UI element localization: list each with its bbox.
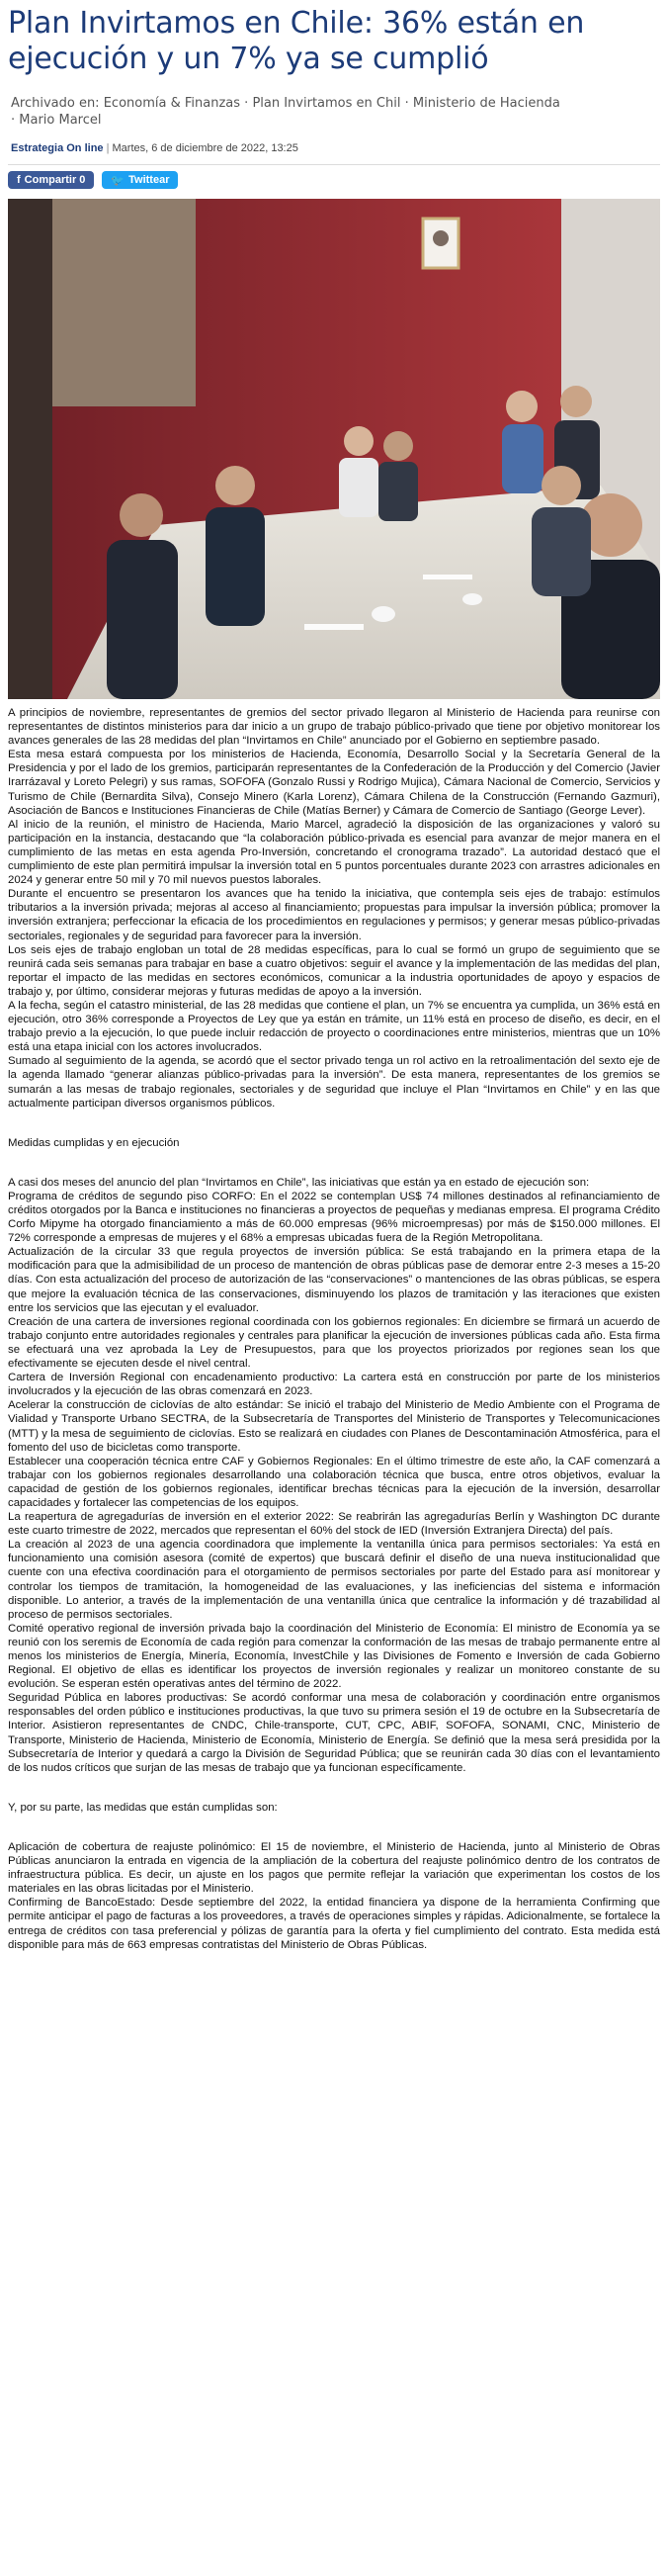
paragraph: Esta mesa estará compuesta por los ministerios de Hacienda, Economía, Desarrollo Social y la Secretaría General de la Presidencia y por el lado de los gremios, participarán representantes de la Confederación de la Producción y del Comercio (Javier Irarrázaval y Loreto Pelegri) y sus ramas, SOFOFA (Gonzalo Russi y Rodrigo Mujica), Cámara Nacional de Comercio, Servicios y Turismo de Chile (Bernardita Silva), Consejo Minero (Karla Lorenz), Cámara Chilena de la Construcción (Fernando Gazmuri), Asociación de Bancos e Instituciones Financieras de Chile (Matías Berner) y Cámara de Comercio de Santiago (George Lever). <box>8 749 660 817</box>
meta-separator: | <box>106 142 113 154</box>
measure-item: Establecer una cooperación técnica entre CAF y Gobiernos Regionales: En el último trimestre de este año, la CAF comenzará a trabajar con los gobiernos regionales desarrollando una colaboración técnica que busca, entre otros objetivos, evaluar la capacidad de gestión de los gobiernos regionales, identificar brechas técnicas para la ejecución de la inversión, desarrollar capacidades y fortalecer las competencias de los equipos. <box>8 1455 660 1509</box>
measure-item: La creación al 2023 de una agencia coordinadora que implemente la ventanilla única para permisos sectoriales: Ya está en funcionamiento una comisión asesora (comité de expertos) que buscará definir el diseño de una nueva institucionalidad que cuente con una efectiva coordinación para el otorgamiento de permisos sectoriales por parte del Estado para así monitorear y controlar los tiempos de tramitación, la homogeneidad de las evaluaciones, y las ineficiencias del sistema e información disponible. Lo anterior, a través de la implementación de una ventanilla única que centralice la información y dé trazabilidad al proceso de permisos sectoriales. <box>8 1539 660 1621</box>
category-link[interactable]: Mario Marcel <box>19 113 102 128</box>
archive-categories: Archivado en: Economía & Finanzas · Plan Invirtamos en Chil · Ministerio de Hacienda · Mario Marcel <box>11 96 560 128</box>
share-bar <box>8 171 660 191</box>
fulfilled-item: Aplicación de cobertura de reajuste polinómico: El 15 de noviembre, el Ministerio de Hacienda, junto al Ministerio de Obras Públicas anunciaron la entrada en vigencia de la ampliación de la cobertura del reajuste polinómico dentro de los contratos de infraestructura pública. Es decir, un ajuste en los pagos que permite reflejar la variación que experimentan los costos de los materiales en las obras licitadas por el Ministerio. <box>8 1840 660 1896</box>
twitter-icon: 🐦 <box>111 174 125 187</box>
paragraph: Durante el encuentro se presentaron los avances que ha tenido la iniciativa, que contempla seis ejes de trabajo: estímulos tributarios a la inversión privada; mejoras al acceso al financiamiento; propuestas para impulsar la inversión pública; promover la inversión extranjera; perfeccionar la eficacia de los procedimientos en regulaciones y permisos; y generar mesas público-privadas sectoriales, regionales y de seguridad para favorecer para la inversión. <box>8 888 660 942</box>
section-heading: Medidas cumplidas y en ejecución <box>8 1136 180 1149</box>
paragraph: Al inicio de la reunión, el ministro de Hacienda, Mario Marcel, agradeció la disposición de las organizaciones y valoró su participación en la instancia, destacando que “la colaboración público-privada es esencial para avanzar de mejor manera en el cumplimiento de las metas en esta agenda Pro-Inversión, concretando el cronograma trazado”. La autoridad destacó que el cumplimiento de este plan permitirá impulsar la inversión total en 5 puntos porcentuales durante 2023 con arrastres adicionales en 2024 y generar entre 50 mil y 70 mil nuevos puestos laborales. <box>8 818 660 887</box>
divider <box>8 164 660 165</box>
facebook-share-button[interactable] <box>8 171 94 189</box>
facebook-share-label: Compartir 0 <box>24 174 86 186</box>
measure-item: La reapertura de agregadurías de inversión en el exterior 2022: Se reabrirán las agregadurías Berlín y Washington DC durante este cuarto trimestre de 2022, mercados que representan el 60% del stock de IED (Inversión Extranjera Directa) del país. <box>8 1511 660 1538</box>
paragraph: Sumado al seguimiento de la agenda, se acordó que el sector privado tenga un rol activo en la retroalimentación del sexto eje de la agenda llamado “generar alianzas público-privadas para la inversión”. De esta manera, representantes de los gremios se sumarán a las mesas de trabajo regionales, sectoriales y de seguridad que incluye el Plan “Invirtamos en Chile” y en las que actualmente participan diversos organismos públicos. <box>8 1055 660 1110</box>
article <box>8 0 660 1952</box>
twitter-share-button[interactable] <box>102 171 178 189</box>
category-link[interactable]: Plan Invirtamos en Chil <box>252 96 401 111</box>
category-link[interactable]: Ministerio de Hacienda <box>412 96 560 111</box>
archive-label: Archivado en: <box>11 96 100 111</box>
measure-item: Acelerar la construcción de ciclovías de alto estándar: Se inició el trabajo del Ministerio de Medio Ambiente con el Programa de Vialidad y Transporte Urbano SECTRA, de la Subsecretaría de Transportes del Ministerio de Transportes y Telecomunicaciones (MTT) y la mesa de seguimiento de ciclovías. Esto se realizará en ciudades con Planes de Descontaminación Atmosférica, para el fomento del uso de bicicletas como transporte. <box>8 1399 660 1454</box>
article-date: Martes, 6 de diciembre de 2022, 13:25 <box>112 142 298 154</box>
fulfilled-intro: Y, por su parte, las medidas que están cumplidas son: <box>8 1801 278 1814</box>
article-title: Plan Invirtamos en Chile: 36% están en ejecución y un 7% ya se cumplió <box>8 6 585 76</box>
meeting-photo <box>8 199 660 699</box>
measure-item: Cartera de Inversión Regional con encadenamiento productivo: La cartera está en construcción por parte de los ministerios involucrados y la ejecución de las obras comenzará en 2023. <box>8 1372 660 1398</box>
fulfilled-item: Confirming de BancoEstado: Desde septiembre del 2022, la entidad financiera ya dispone de la herramienta Confirming que permite anticipar el pago de facturas a los proveedores, a través de operaciones simples y rápidas. Adicionalmente, se fortalece la entrega de créditos con tasa preferencial y pólizas de garantía para la oferta y fiel cumplimiento del contrato. Esta medida está disponible para más de 663 empresas contratistas del Ministerio de Obras Públicas. <box>8 1897 660 1951</box>
paragraph: A principios de noviembre, representantes de gremios del sector privado llegaron al Ministerio de Hacienda para reunirse con representantes de distintos ministerios para dar inicio a un grupo de trabajo público-privado que tiene por objetivo monitorear los avances generales de las 28 medidas del plan “Invirtamos en Chile” anunciado por el Gobierno en septiembre pasado. <box>8 707 660 748</box>
article-meta <box>8 142 660 154</box>
facebook-icon: f <box>17 174 21 186</box>
paragraph: Los seis ejes de trabajo engloban un total de 28 medidas específicas, para lo cual se formó un grupo de seguimiento que se reunirá cada seis semanas para trabajar en base a cuatro objetivos: seguir el avance y la implementación de las medidas del plan, reportar el impacto de las medidas en sectores económicos, comunicar a la industria oportunidades de apoyo y espacios de trabajo y, por último, considerar mejoras y futuras medidas de apoyo a la inversión. <box>8 943 660 998</box>
measure-item: Comité operativo regional de inversión privada bajo la coordinación del Ministerio de Economía: El ministro de Economía ya se reunió con los seremis de Economía de cada región para comenzar la conformación de las mesas de trabajo permanente entre al menos los ministerios de Energía, Minería, Economía, InvestChile y las Divisiones de Fomento e Inversión de cada Gobierno Regional. El objetivo de ellas es identificar los proyectos de inversión regionales y realizar un monitoreo constante de su evolución. Se esperan estén operativas antes del término de 2022. <box>8 1622 660 1691</box>
category-link[interactable]: Economía & Finanzas <box>103 96 241 111</box>
section-intro: A casi dos meses del anuncio del plan “Invirtamos en Chile”, las iniciativas que están ya en estado de ejecución son: <box>8 1176 590 1189</box>
measure-item: Actualización de la circular 33 que regula proyectos de inversión pública: Se está trabajando en la primera etapa de la modificación para que la admisibilidad de un proceso de mantención de obras públicas pase de demorar entre 2-3 meses a 15-20 días. Con esta actualización del proceso de autorización de las “conservaciones” o mantenciones de las obras públicas, se espera que mejore la evaluación técnica de las conservaciones, disminuyendo los plazos de tramitación y las iteraciones que existen entre los servicios que las ejecutan y el evaluador. <box>8 1246 660 1314</box>
twitter-share-label: Twittear <box>128 174 170 186</box>
article-source: Estrategia On line <box>11 142 104 154</box>
paragraph: A la fecha, según el catastro ministerial, de las 28 medidas que contiene el plan, un 7% se encuentra ya cumplida, un 36% está en ejecución, otro 36% corresponde a Proyectos de Ley que ya están en trámite, un 11% está en proceso de diseño, es decir, en el trabajo previo a la ejecución, lo que puede incluir redacción de proyecto o coordinaciones entre ministerios, mientras que un 10% está una etapa inicial con los actores involucrados. <box>8 999 660 1054</box>
measure-item: Creación de una cartera de inversiones regional coordinada con los gobiernos regionales: En diciembre se firmará un acuerdo de trabajo conjunto entre autoridades regionales y centrales para planificar la ejecución de inversiones públicas cada año. Esta firma se efectuará una vez aprobada la Ley de Presupuestos, para que los proyectos priorizados por regiones sean los que efectivamente se ejecuten desde el nivel central. <box>8 1315 660 1371</box>
measure-item: Programa de créditos de segundo piso CORFO: En el 2022 se contemplan US$ 74 millones destinados al refinanciamiento de créditos otorgados por la Banca e instituciones no financieras a proyectos de pequeñas y medianas empresa. El programa Crédito Corfo Mipyme ha otorgado financiamiento a más de 60.000 empresas (96% microempresas) por más de $150.000 millones. El 72% corresponde a empresas de mujeres y el 68% a empresas ubicadas fuera de la Región Metropolitana. <box>8 1190 660 1245</box>
measure-item: Seguridad Pública en labores productivas: Se acordó conformar una mesa de colaboración y coordinación entre organismos responsables del orden público e instituciones productivas, la que tuvo su primera sesión el 19 de octubre en la Subsecretaría de Interior. Asistieron representantes de CNDC, Chile-transporte, CUT, CPC, ABIF, SOFOFA, SONAMI, CNC, Ministerio de Transporte, Ministerio de Hacienda, Ministerio de Economía, Ministerio de Energía. Se definió que la mesa será presidida por la Subsecretaría de Interior y quedará a cargo la División de Seguridad Pública; que se reunirán cada 30 días con el levantamiento de los nudos críticos que surjan de las mesas de trabajo que ya funcionan específicamente. <box>8 1692 660 1774</box>
article-body <box>8 706 660 1952</box>
